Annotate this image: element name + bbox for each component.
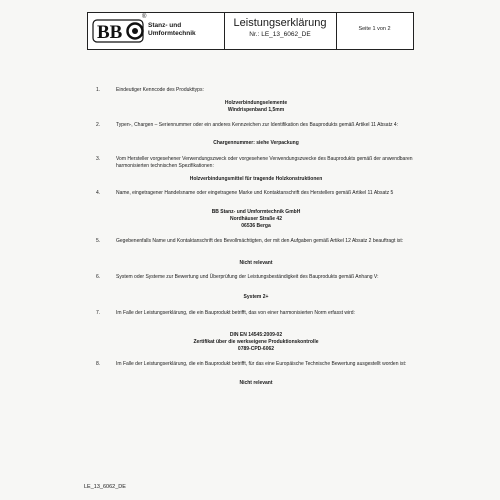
answer-line: DIN EN 14545:2009-02: [229, 332, 283, 338]
item-number: 3.: [96, 156, 101, 162]
item-number: 1.: [96, 87, 101, 93]
item-text: System oder Systeme zur Bewertung und Überprüfung der Leistungsbeständigkeit des Bauprodukts gemäß Anhang V:: [116, 274, 379, 280]
answer-eta: [96, 380, 416, 387]
item-number: 5.: [96, 238, 101, 244]
footer-document-id: LE_13_6062_DE: [84, 484, 126, 490]
answer-line: Holzverbindungselemente: [224, 100, 288, 106]
answer-line: Nicht relevant: [239, 260, 273, 266]
tagline-line-1: Stanz- und: [148, 22, 182, 29]
answer-line: 0789-CPD-6062: [237, 346, 275, 352]
item-number: 7.: [96, 310, 101, 316]
item-text: Name, eingetragener Handelsname oder eingetragene Marke und Kontaktanschrift des Herstellers gemäß Artikel 11 Absatz 5: [116, 190, 394, 196]
company-tagline: [148, 22, 196, 38]
bb-logo-icon: [92, 19, 144, 43]
item-text: Typen-, Chargen – Seriennummer oder ein anderes Kennzeichen zur Identifikation des Bauprodukts gemäß Artikel 11 Absatz 4:: [116, 122, 399, 128]
item-number: 8.: [96, 361, 101, 367]
answer-line: Zertifikat über die werkseigene Produktionskontrolle: [193, 339, 319, 345]
item-number: 4.: [96, 190, 101, 196]
answer-line: Nicht relevant: [239, 380, 273, 386]
registered-mark: ®: [142, 14, 147, 20]
title-cell: [224, 13, 337, 49]
answer-representative: [96, 260, 416, 267]
answer-line: Chargennummer: siehe Verpackung: [213, 140, 299, 146]
item-text: Eindeutiger Kenncode des Produkttyps:: [116, 87, 204, 93]
item-text: Vom Hersteller vorgesehener Verwendungszweck oder vorgesehene Verwendungszwecke des Bauprodukts gemäß der anwendbaren harmonisierten technischen Spezifikationen:: [116, 156, 413, 169]
answer-batch: [96, 140, 416, 147]
item-number: 6.: [96, 274, 101, 280]
answer-line: 06536 Berga: [241, 223, 271, 229]
company-logo: [88, 13, 225, 49]
document-title: Leistungserklärung: [233, 17, 327, 29]
document-header: [87, 12, 414, 50]
answer-line: Nordhäuser Straße 42: [230, 216, 282, 222]
answer-intended-use: [96, 176, 416, 183]
item-text: Im Falle der Leistungserklärung, die ein Bauprodukt betrifft, für das eine Europäische Technische Bewertung ausgestellt worden ist:: [116, 361, 407, 367]
item-text: Im Falle der Leistungserklärung, die ein Bauprodukt betrifft, das von einer harmonisierten Norm erfasst wird:: [116, 310, 355, 316]
answer-line: Holzverbindungsmittel für tragende Holzkonstruktionen: [189, 176, 323, 182]
page-indicator: [336, 13, 413, 49]
answer-system: [96, 294, 416, 301]
tagline-line-2: Umformtechnik: [148, 30, 196, 37]
answer-line: System 2+: [243, 294, 269, 300]
answer-manufacturer: [96, 209, 416, 230]
answer-line: BB Stanz- und Umformtechnik GmbH: [211, 209, 301, 215]
page-number: Seite 1 von 2: [358, 26, 391, 32]
answer-standard: [96, 332, 416, 353]
svg-text:BB: BB: [97, 22, 123, 43]
answer-product-code: [96, 100, 416, 114]
item-text: Gegebenenfalls Name und Kontaktanschrift des Bevollmächtigten, der mit den Aufgaben gemäß Artikel 12 Absatz 2 beauftragt ist:: [116, 238, 404, 244]
document-number: Nr.: LE_13_6062_DE: [249, 31, 311, 38]
answer-line: Windrispenband 1,5mm: [227, 107, 285, 113]
item-number: 2.: [96, 122, 101, 128]
